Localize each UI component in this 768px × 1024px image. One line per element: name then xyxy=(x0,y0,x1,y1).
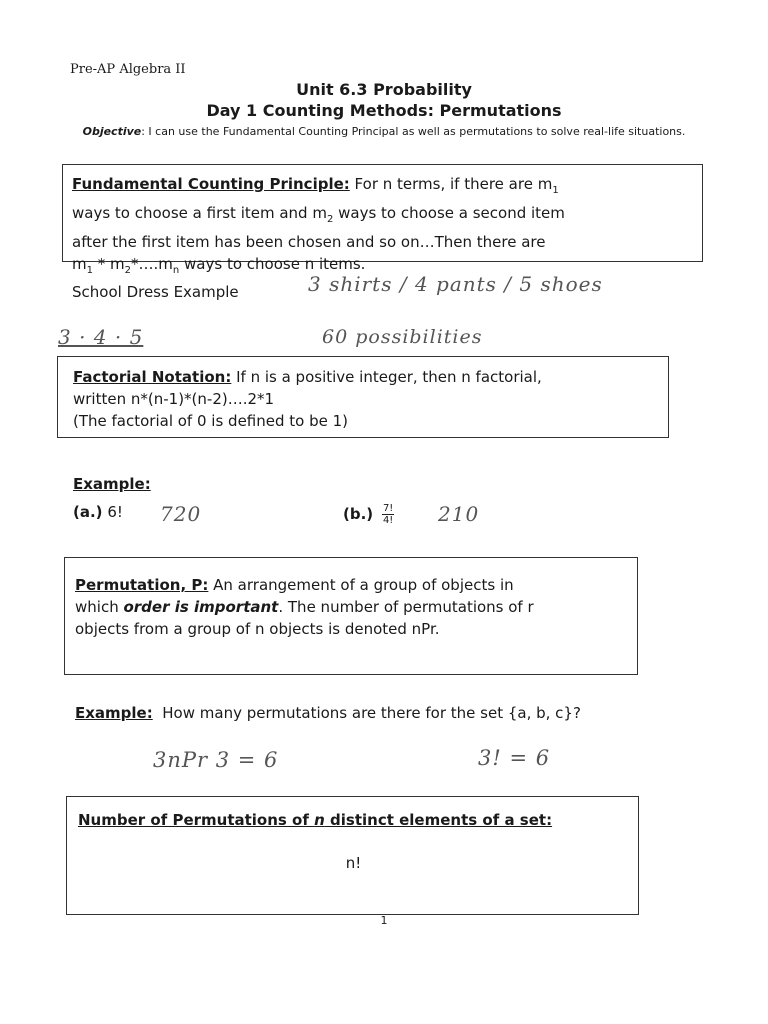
example-2-heading: Example: xyxy=(75,704,153,722)
objective-text: : I can use the Fundamental Counting Principal as well as permutations to solve real-life situations. xyxy=(141,125,686,138)
example-1a-label: (a.) xyxy=(73,503,103,521)
fcp-term: Fundamental Counting Principle: xyxy=(72,175,350,193)
objective-label: Objective xyxy=(82,125,142,138)
objective xyxy=(78,124,690,139)
example-1a-expr: 6! xyxy=(107,503,123,521)
permutation-term: Permutation, P: xyxy=(75,576,209,594)
example-1b-denominator: 4! xyxy=(382,515,394,526)
factorial-line-3: (The factorial of 0 is defined to be 1) xyxy=(73,412,349,430)
permutation-line-3: objects from a group of n objects is denoted nPr. xyxy=(75,620,440,638)
permutation-line-1: Permutation, P: An arrangement of a group of objects in xyxy=(75,576,514,594)
example-1a xyxy=(73,503,123,521)
npermutations-heading: Number of Permutations of n distinct elements of a set: xyxy=(78,811,553,829)
example-2 xyxy=(75,704,581,722)
example-1-heading: Example: xyxy=(73,475,151,493)
unit-title: Unit 6.3 Probability xyxy=(296,80,472,99)
factorial-line-1: Factorial Notation: If n is a positive integer, then n factorial, xyxy=(73,368,542,386)
fcp-line-1: Fundamental Counting Principle: For n terms, if there are $m_1$ xyxy=(72,175,559,196)
example-2-handwritten-2: 3! = 6 xyxy=(478,746,551,770)
example-2-handwritten-1: 3nPr 3 = 6 xyxy=(153,748,279,772)
example-1a-answer: 720 xyxy=(160,502,202,526)
permutation-line-2: which order is important. The number of permutations of r xyxy=(75,598,534,616)
fcp-line-4: $m_1$ * $m_2*\dots.m_n$ ways to choose n items. xyxy=(72,255,366,276)
example-1b-answer: 210 xyxy=(438,502,480,526)
fcp-line-3: after the first item has been chosen and so on…Then there are xyxy=(72,233,546,251)
fcp-box xyxy=(62,164,703,276)
fcp-line-2: ways to choose a first item and $m_2$ ways to choose a second item xyxy=(72,204,565,225)
dress-handwritten-items: 3 shirts / 4 pants / 5 shoes xyxy=(308,272,603,296)
example-1b-fraction xyxy=(382,503,394,526)
npermutations-formula: n! xyxy=(345,854,362,872)
page-number: 1 xyxy=(380,914,388,927)
factorial-term: Factorial Notation: xyxy=(73,368,232,386)
factorial-box xyxy=(57,356,669,438)
course-name: Pre-AP Algebra II xyxy=(70,62,186,77)
dress-handwritten-product: 3 · 4 · 5 xyxy=(58,325,144,349)
example-1b-numerator: 7! xyxy=(382,503,394,514)
day-title: Day 1 Counting Methods: Permutations xyxy=(206,101,562,120)
order-important-emphasis: order is important xyxy=(123,598,279,616)
example-2-question: How many permutations are there for the set {a, b, c}? xyxy=(162,704,581,722)
dress-example-label: School Dress Example xyxy=(72,283,239,301)
dress-handwritten-result: 60 possibilities xyxy=(322,326,483,348)
permutation-box xyxy=(64,557,638,675)
factorial-line-2: written n*(n-1)*(n-2)….2*1 xyxy=(73,390,275,408)
example-1b-label: (b.) xyxy=(343,505,374,523)
npermutations-box xyxy=(66,796,639,915)
example-1b xyxy=(343,503,394,526)
